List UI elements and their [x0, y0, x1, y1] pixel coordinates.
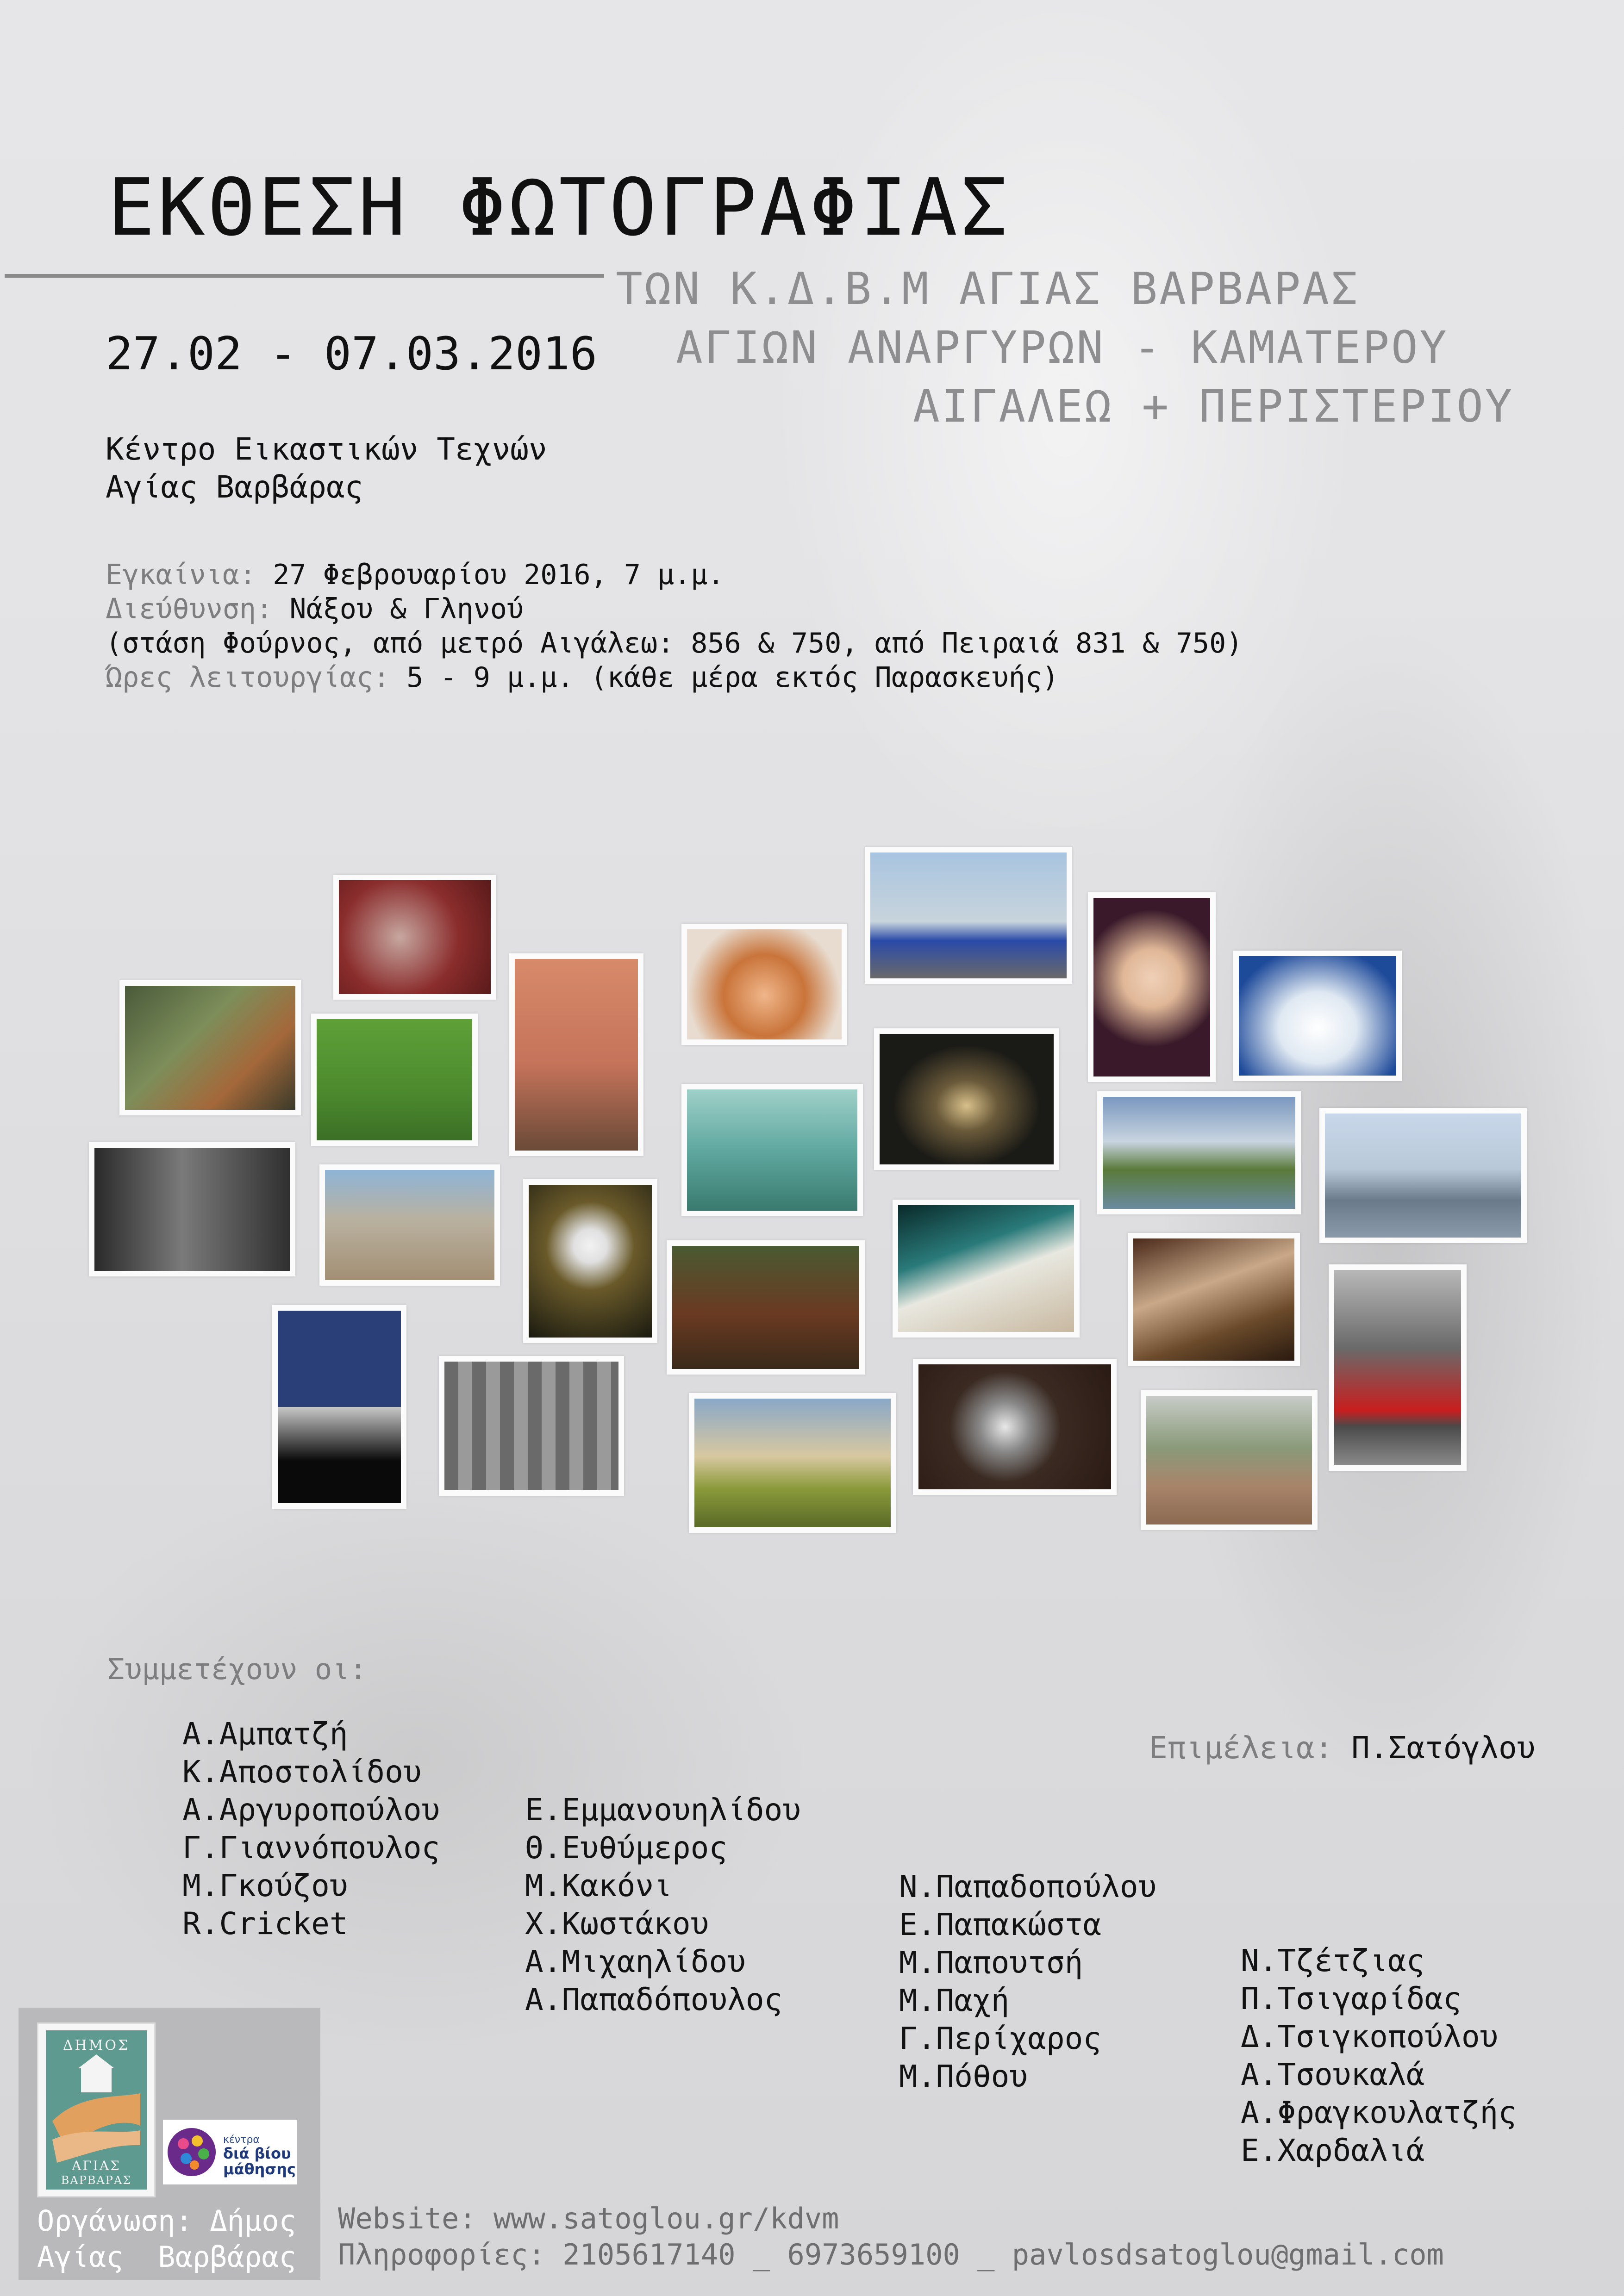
title-divider [5, 274, 604, 278]
participant-name: Κ.Αποστολίδου [182, 1754, 422, 1790]
hours-value: 5 - 9 μ.μ. (κάθε μέρα εκτός Παρασκευής) [406, 661, 1059, 694]
photo-lake-landscape [1097, 1091, 1301, 1214]
hours-label: Ώρες λειτουργίας: [106, 661, 390, 694]
photo-tree-sunset [509, 953, 643, 1156]
address-row [106, 592, 1243, 626]
participant-name: Α.Μιχαηλίδου [525, 1944, 746, 1979]
municipality-emblem-icon [38, 2024, 154, 2196]
photo-wooden-bridge [1128, 1233, 1300, 1366]
participant-name: Μ.Παπουτσή [899, 1945, 1083, 1980]
photo-dog-beach [893, 1200, 1080, 1338]
participant-name: Δ.Τσιγκοπούλου [1241, 2019, 1499, 2054]
organizer-line-2: Αγίας Βαρβάρας [37, 2240, 296, 2274]
participant-name: Ε.Παπακώστα [899, 1907, 1102, 1942]
participant-name: Α.Παπαδόπουλος [525, 1982, 783, 2017]
logo-bottom-text-1: ΑΓΙΑΣ [72, 2158, 121, 2173]
participant-name: Ε.Χαρδαλιά [1241, 2133, 1425, 2168]
subtitle-line-1: ΤΩΝ Κ.Δ.Β.Μ ΑΓΙΑΣ ΒΑΡΒΑΡΑΣ [616, 263, 1360, 315]
participants-column-2 [525, 1791, 801, 2019]
photo-chimney [272, 1305, 406, 1509]
photo-sky-post [1233, 951, 1402, 1081]
page-title: ΕΚΘΕΣΗ ΦΩΤΟΓΡΑΦΙΑΣ [107, 162, 1011, 254]
curator-name: Π.Σατόγλου [1351, 1730, 1536, 1766]
photo-ceiling-dome [681, 924, 847, 1045]
venue-line-2: Αγίας Βαρβάρας [106, 469, 363, 505]
footer [338, 2201, 1444, 2273]
photo-grass [311, 1014, 478, 1146]
participants-heading: Συμμετέχουν οι: [107, 1652, 367, 1686]
photo-plants [119, 980, 301, 1115]
subtitle-line-3: ΑΙΓΑΛΕΩ + ΠΕΡΙΣΤΕΡΙΟΥ [913, 380, 1514, 432]
subtitle-line-2: ΑΓΙΩΝ ΑΝΑΡΓΥΡΩΝ - ΚΑΜΑΤΕΡΟΥ [676, 322, 1449, 373]
participants-column-3 [899, 1868, 1156, 2096]
photo-park-benches [1141, 1390, 1318, 1530]
transport-info: (στάση Φούρνος, από μετρό Αιγάλεω: 856 & 750, από Πειραιά 831 & 750) [106, 627, 1243, 660]
photo-buildings [319, 1164, 500, 1286]
logo-bottom-text-2: ΒΑΡΒΑΡΑΣ [61, 2174, 132, 2187]
opening-label: Εγκαίνια: [106, 559, 256, 591]
participant-name: Α.Φραγκουλατζής [1241, 2095, 1517, 2130]
footer-contact[interactable]: Πληροφορίες: 2105617140 _ 6973659100 _ pavlosdsatoglou@gmail.com [338, 2238, 1444, 2271]
participants-column-1 [182, 1715, 440, 1943]
participant-name: Θ.Ευθύμερος [525, 1830, 728, 1866]
lifelong-learning-tree-icon [163, 2120, 297, 2184]
participant-name: Α.Τσουκαλά [1241, 2057, 1425, 2092]
photo-goose [523, 1179, 657, 1343]
participants-column-4 [1241, 1942, 1517, 2170]
photo-night-clouds [874, 1028, 1059, 1170]
footer-website[interactable]: Website: www.satoglou.gr/kdvm [338, 2202, 839, 2235]
curator-label: Επιμέλεια: [1149, 1730, 1333, 1766]
participant-name: Π.Τσιγαρίδας [1241, 1981, 1462, 2016]
photo-red-shoes [1329, 1264, 1467, 1471]
kdvm-logo-line-3: μάθησης [223, 2160, 296, 2178]
photo-old-locomotive [667, 1240, 865, 1375]
photo-rail-tracks [439, 1356, 624, 1496]
participant-name: Γ.Γιαννόπουλος [182, 1830, 440, 1866]
participant-name: Ν.Παπαδοπούλου [899, 1869, 1157, 1904]
photo-face-hands [89, 1142, 295, 1276]
photo-wine-glass [333, 875, 496, 1000]
photo-doll [1088, 892, 1216, 1082]
opening-value: 27 Φεβρουαρίου 2016, 7 μ.μ. [273, 559, 725, 591]
participant-name: Μ.Κακόνι [525, 1868, 672, 1904]
venue-line-1: Κέντρο Εικαστικών Τεχνών [106, 431, 547, 467]
participant-name: Α.Αμπατζή [182, 1716, 348, 1752]
kdvm-logo-line-2: διά βίου [223, 2145, 291, 2162]
photo-broken-window [913, 1359, 1117, 1495]
curator [1149, 1730, 1535, 1766]
participant-name: Α.Αργυροπούλου [182, 1792, 440, 1828]
photo-clear-water [681, 1084, 863, 1216]
logo-top-text: ΔΗΜΟΣ [62, 2037, 130, 2053]
kdvm-logo-line-1: κέντρα [223, 2134, 260, 2146]
municipality-logo [37, 2022, 156, 2197]
opening-row [106, 558, 1243, 592]
organizer-line-1: Οργάνωση: Δήμος [37, 2204, 296, 2238]
venue [106, 430, 547, 506]
participant-name: Ν.Τζέτζιας [1241, 1943, 1425, 1979]
participant-name: Γ.Περίχαρος [899, 2021, 1102, 2056]
participant-name: Μ.Πόθου [899, 2059, 1028, 2094]
kdvm-logo [163, 2120, 297, 2184]
participant-name: Μ.Γκούζου [182, 1868, 348, 1904]
participant-name: Ε.Εμμανουηλίδου [525, 1792, 801, 1828]
hours-row [106, 660, 1243, 695]
organizer-text [37, 2203, 296, 2275]
participant-name: Μ.Παχή [899, 1983, 1010, 2018]
address-value: Νάξου & Γληνού [289, 593, 524, 625]
photo-coastal-hills [689, 1393, 896, 1533]
participant-name: R.Cricket [182, 1906, 348, 1941]
photo-tree-shore [1319, 1108, 1527, 1243]
photo-toy-car [865, 847, 1072, 984]
event-info [106, 558, 1243, 695]
address-label: Διεύθυνση: [106, 593, 273, 625]
participant-name: Χ.Κωστάκου [525, 1906, 709, 1941]
exhibition-dates: 27.02 - 07.03.2016 [106, 328, 598, 380]
